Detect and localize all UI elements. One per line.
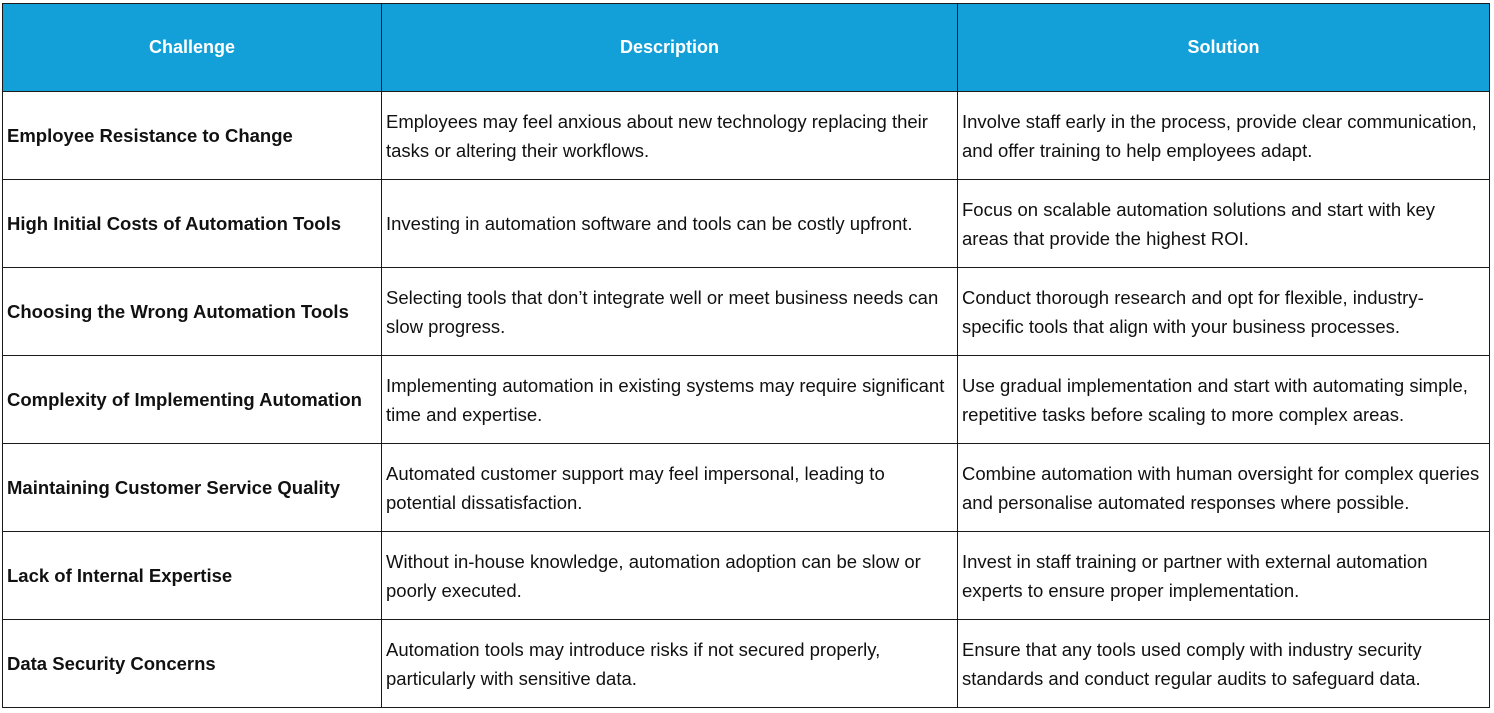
header-solution: Solution bbox=[958, 4, 1490, 92]
challenge-cell: Complexity of Implementing Automation bbox=[3, 356, 382, 444]
challenges-table-container bbox=[2, 3, 1489, 708]
solution-cell: Conduct thorough research and opt for flexible, industry-specific tools that align with your business processes. bbox=[958, 268, 1490, 356]
challenge-cell: Choosing the Wrong Automation Tools bbox=[3, 268, 382, 356]
header-challenge: Challenge bbox=[3, 4, 382, 92]
description-cell: Automation tools may introduce risks if not secured properly, particularly with sensitive data. bbox=[382, 620, 958, 708]
description-cell: Implementing automation in existing systems may require significant time and expertise. bbox=[382, 356, 958, 444]
table-header-row bbox=[3, 4, 1490, 92]
table-row bbox=[3, 180, 1490, 268]
table-row bbox=[3, 444, 1490, 532]
challenge-cell: Lack of Internal Expertise bbox=[3, 532, 382, 620]
table-row bbox=[3, 268, 1490, 356]
description-cell: Without in-house knowledge, automation adoption can be slow or poorly executed. bbox=[382, 532, 958, 620]
description-cell: Automated customer support may feel impersonal, leading to potential dissatisfaction. bbox=[382, 444, 958, 532]
challenge-cell: Employee Resistance to Change bbox=[3, 92, 382, 180]
description-cell: Selecting tools that don’t integrate well or meet business needs can slow progress. bbox=[382, 268, 958, 356]
solution-cell: Use gradual implementation and start with automating simple, repetitive tasks before scaling to more complex areas. bbox=[958, 356, 1490, 444]
challenge-cell: Data Security Concerns bbox=[3, 620, 382, 708]
challenge-cell: Maintaining Customer Service Quality bbox=[3, 444, 382, 532]
solution-cell: Involve staff early in the process, provide clear communication, and offer training to help employees adapt. bbox=[958, 92, 1490, 180]
description-cell: Investing in automation software and tools can be costly upfront. bbox=[382, 180, 958, 268]
table-row bbox=[3, 92, 1490, 180]
solution-cell: Ensure that any tools used comply with industry security standards and conduct regular audits to safeguard data. bbox=[958, 620, 1490, 708]
table-row bbox=[3, 532, 1490, 620]
table-row bbox=[3, 356, 1490, 444]
challenge-cell: High Initial Costs of Automation Tools bbox=[3, 180, 382, 268]
table-row bbox=[3, 620, 1490, 708]
solution-cell: Focus on scalable automation solutions and start with key areas that provide the highest ROI. bbox=[958, 180, 1490, 268]
solution-cell: Invest in staff training or partner with external automation experts to ensure proper implementation. bbox=[958, 532, 1490, 620]
solution-cell: Combine automation with human oversight for complex queries and personalise automated responses where possible. bbox=[958, 444, 1490, 532]
header-description: Description bbox=[382, 4, 958, 92]
description-cell: Employees may feel anxious about new technology replacing their tasks or altering their workflows. bbox=[382, 92, 958, 180]
challenges-table bbox=[2, 3, 1490, 708]
